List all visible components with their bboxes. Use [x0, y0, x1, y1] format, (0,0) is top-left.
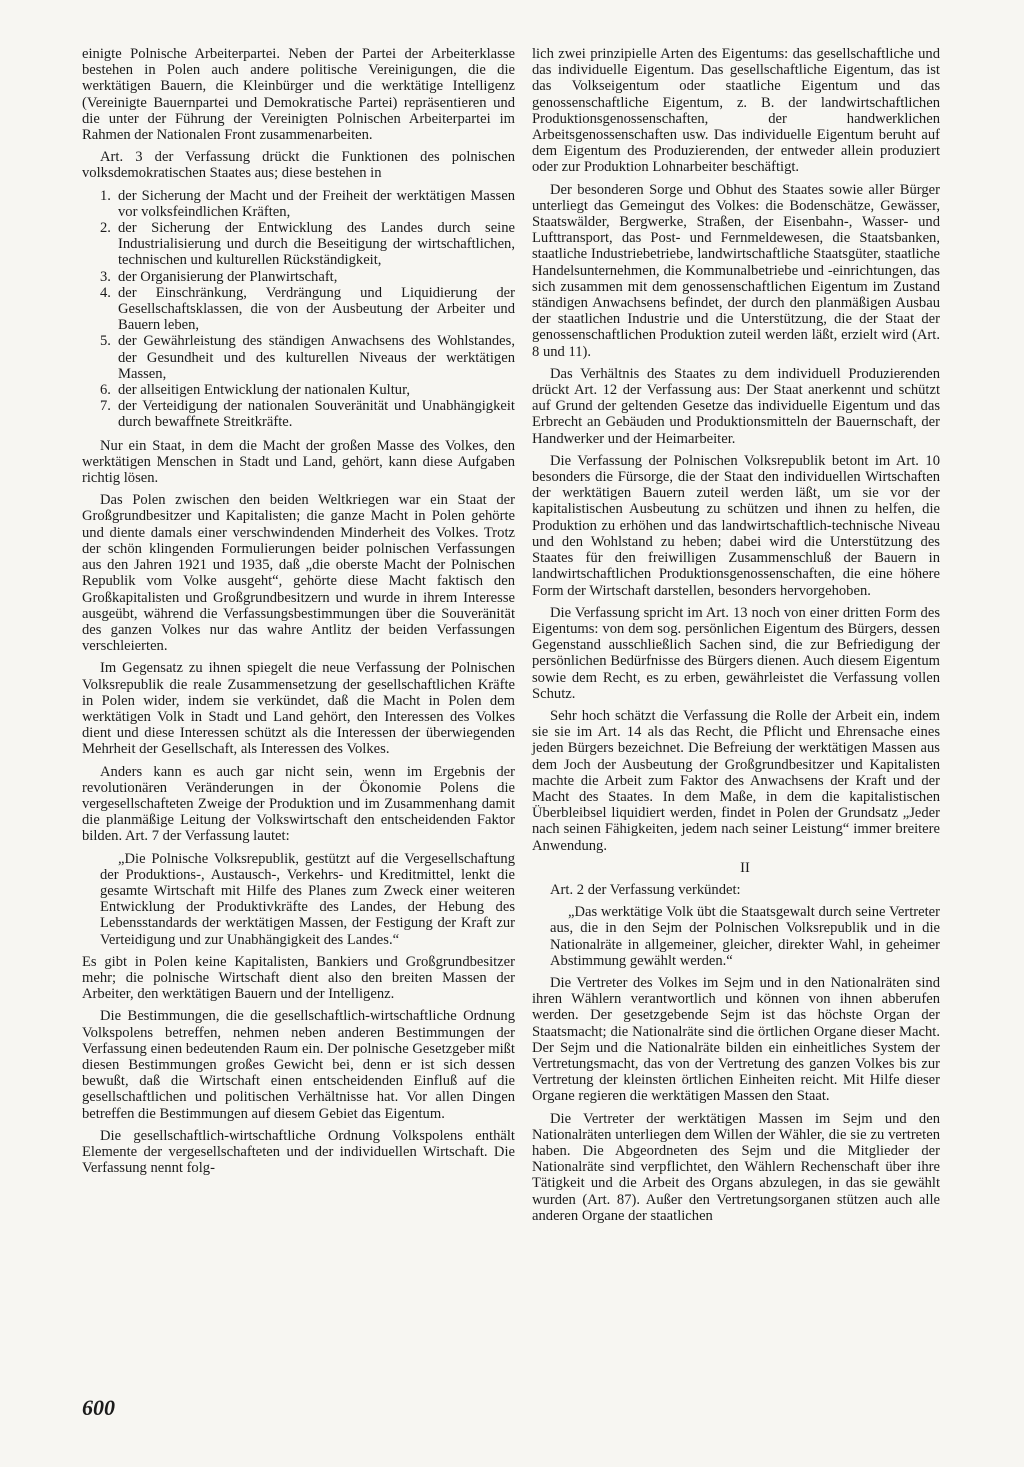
paragraph: Der besonderen Sorge und Obhut des Staates sowie aller Bürger unterliegt das Gemeingut des Volkes: die Bodenschätze, Gewässer, Staatswälder, Bergwerke, Straßen, der Eisenbahn-, Wasser- und Lufttransport, das Post- und Fernmeldewesen, die Staatsbanken, staatliche Industriebetriebe, landwirtschaftliche Staatsgüter, staatliche Handelsunternehmen, die Kommunalbetriebe und -einrichtungen, das sich zusammen mit dem genossenschaftlichen Eigentum im Zustand ständigen Anwachsens befindet, der durch den planmäßigen Ausbau der staatlichen Industrie und die Unterstützung, die der Staat der genossenschaftlichen Produktion zuteil werden läßt, erzielt wird (Art. 8 und 11).: [532, 181, 940, 360]
left-column: [82, 46, 515, 1182]
list-item: [82, 333, 515, 382]
paragraph: lich zwei prinzipielle Arten des Eigentums: das gesellschaftliche und das individuelle Eigentum. Das gesellschaftliche Eigentum, das ist das Volkseigentum oder staatliche Eigentum und das genossenschaftliche Eigentum, z. B. der landwirtschaftlichen Produktionsgenossenschaften, der handwerklichen Arbeitsgenossenschaften usw. Das individuelle Eigentum beruht auf dem Eigentum des Produzierenden, der entweder allein produziert oder zur Produktion Lohnarbeiter beschäftigt.: [532, 46, 940, 176]
block-quote: „Die Polnische Volksrepublik, gestützt auf die Vergesellschaftung der Produktions-, Austausch-, Verkehrs- und Kreditmittel, lenkt die gesamte Wirtschaft mit Hilfe des Planes zum Zweck einer weiteren Entwicklung der Produktivkräfte des Landes, der Hebung des Lebensstandards der werktätigen Massen, der Festigung der Kraft zur Verteidigung und zur Unabhängigkeit des Landes.“: [100, 850, 515, 948]
page-number: 600: [82, 1395, 115, 1420]
paragraph: Art. 3 der Verfassung drückt die Funktionen des polnischen volksdemokratischen Staates aus; diese bestehen in: [82, 149, 515, 182]
list-item: [82, 220, 515, 269]
paragraph: Nur ein Staat, in dem die Macht der großen Masse des Volkes, den werktätigen Menschen in Stadt und Land, gehört, kann diese Aufgaben richtig lösen.: [82, 437, 515, 487]
list-text: der Organisierung der Planwirtschaft,: [118, 268, 338, 285]
list-text: der Sicherung der Entwicklung des Landes durch seine Industrialisierung und durch die Beseitigung der wirtschaftlichen, technischen und kulturellen Rückständigkeit,: [118, 220, 515, 269]
paragraph: Die Verfassung der Polnischen Volksrepublik betont im Art. 10 besonders die Fürsorge, die der Staat den individuellen Wirtschaften der werktätigen Bauern zuteil werden läßt, um sie vor der kapitalistischen Ausbeutung zu schützen und ihnen zu helfen, die Produktion zu erhöhen und das landwirtschaftlich-technische Niveau und den Wohlstand zu heben; dabei wird die Unterstützung des Staates für den freiwilligen Zusammenschluß der Bauern in landwirtschaftlichen Produktionsgenossenschaften, die eine höhere Form der Wirtschaft darstellen, besonders hervorgehoben.: [532, 452, 940, 599]
list-item: [82, 398, 515, 430]
paragraph: Anders kann es auch gar nicht sein, wenn im Ergebnis der revolutionären Veränderungen in der Ökonomie Polens die vergesellschafteten Zweige der Produktion und im Zusammenhang damit die planmäßige Leitung der Volkswirtschaft den entscheidenden Faktor bilden. Art. 7 der Verfassung lautet:: [82, 763, 515, 845]
list-number: 5.: [100, 333, 111, 350]
paragraph: Die Vertreter des Volkes im Sejm und in den Nationalräten sind ihren Wählern verantwortlich und können von ihnen abberufen werden. Der gesetzgebende Sejm ist das höchste Organ der Staatsmacht; die Nationalräte sind die örtlichen Organe dieser Macht. Der Sejm und die Nationalräte bilden ein einheitliches System der Vertretungsmacht, das von der Vertretung des ganzen Volkes bis zur Vertretung der kleinsten örtlichen Einheiten reicht. Mit Hilfe dieser Organe regieren die werktätigen Massen den Staat.: [532, 974, 940, 1105]
list-number: 7.: [100, 398, 111, 415]
paragraph: Sehr hoch schätzt die Verfassung die Rolle der Arbeit ein, indem sie sie im Art. 14 als das Recht, die Pflicht und Ehrensache eines jeden Bürgers bezeichnet. Die Befreiung der werktätigen Massen aus dem Joch der Ausbeutung der Großgrundbesitzer und Kapitalisten machte die Arbeit zum Faktor des Anwachsens der Kraft und der Macht des Staates. In dem Maße, in dem die kapitalistischen Überbleibsel liquidiert werden, findet in Polen der Grundsatz „Jeder nach seinen Fähigkeiten, jedem nach seiner Leistung“ immer breitere Anwendung.: [532, 707, 940, 854]
paragraph: Die Verfassung spricht im Art. 13 noch von einer dritten Form des Eigentums: von dem sog. persönlichen Eigentum des Bürgers, dessen Gegenstand ausschließlich Sachen sind, die zur Befriedigung der persönlichen Bedürfnisse des Bürgers dienen. Auch diesem Eigentum sowie dem Recht, es zu erben, gewährleistet die Verfassung vollen Schutz.: [532, 604, 940, 702]
paragraph: Im Gegensatz zu ihnen spiegelt die neue Verfassung der Polnischen Volksrepublik die reale Zusammensetzung der gesellschaftlichen Kräfte in Polen wider, indem sie verkündet, daß die Macht in Polen dem werktätigen Volk in Stadt und Land gehört, den Interessen des Volkes dient und diese Interessen schützt als die Interessen der überwiegenden Mehrheit der Gesellschaft, als Interessen des Volkes.: [82, 660, 515, 758]
list-text: der Gewährleistung des ständigen Anwachsens des Wohlstandes, der Gesundheit und des kulturellen Niveaus der werktätigen Massen,: [118, 333, 515, 382]
function-list: [82, 188, 515, 431]
paragraph: Es gibt in Polen keine Kapitalisten, Bankiers und Großgrundbesitzer mehr; die polnische Wirtschaft dient also den breiten Massen der Arbeiter, den werktätigen Bauern und der Intelligenz.: [82, 953, 515, 1003]
paragraph: Die Vertreter der werktätigen Massen im Sejm und den Nationalräten unterliegen dem Willen der Wähler, die sie zu vertreten haben. Die Abgeordneten des Sejm und die Mitglieder der Nationalräte sind verpflichtet, den Wählern Rechenschaft über ihre Tätigkeit und die Arbeit des Organs abzulegen, in das sie gewählt wurden (Art. 87). Außer den Vertretungsorganen stützen auch alle anderen Organe der staatlichen: [532, 1110, 940, 1224]
paragraph: Die Bestimmungen, die die gesellschaftlich-wirtschaftliche Ordnung Volkspolens betreffen, nehmen neben anderen Bestimmungen der Verfassung einen bedeutenden Raum ein. Der polnische Gesetzgeber mißt diesen Bestimmungen großes Gewicht bei, denn er ist sich dessen bewußt, daß die Wirtschaft einen entscheidenden Einfluß auf die gesellschaftlichen und politischen Verhältnisse hat. Vor allen Dingen betreffen die Bestimmungen auf diesem Gebiet das Eigentum.: [82, 1008, 515, 1122]
list-number: 6.: [100, 382, 111, 399]
list-text: der allseitigen Entwicklung der nationalen Kultur,: [118, 382, 411, 399]
list-item: [82, 188, 515, 220]
paragraph: Art. 2 der Verfassung verkündet:: [550, 881, 741, 898]
list-text: der Verteidigung der nationalen Souveränität und Unabhängigkeit durch bewaffnete Streitkräfte.: [118, 398, 515, 431]
list-text: der Einschränkung, Verdrängung und Liquidierung der Gesellschaftsklassen, die von der Ausbeutung der Arbeiter und Bauern leben,: [118, 284, 515, 334]
right-column: [532, 46, 940, 1230]
list-item: [82, 269, 515, 285]
paragraph: einigte Polnische Arbeiterpartei. Neben der Partei der Arbeiterklasse bestehen in Polen auch andere politische Vereinigungen, die die werktätigen Bauern, die Kleinbürger und die werktätige Intelligenz (Vereinigte Bauernpartei und Demokratische Partei) repräsentieren und die unter der Führung der Vereinigten Polnischen Arbeiterpartei im Rahmen der Nationalen Front zusammenarbeiten.: [82, 46, 515, 144]
list-item: [82, 285, 515, 334]
list-text: der Sicherung der Macht und der Freiheit der werktätigen Massen vor volksfeindlichen Kräften,: [118, 187, 515, 220]
list-item: [82, 382, 515, 398]
list-number: 2.: [100, 220, 111, 237]
paragraph: Die gesellschaftlich-wirtschaftliche Ordnung Volkspolens enthält Elemente der vergesellschafteten und der individuellen Wirtschaft. Die Verfassung nennt folg-: [82, 1127, 515, 1177]
section-heading: II: [740, 859, 750, 876]
block-quote: „Das werktätige Volk übt die Staatsgewalt durch seine Vertreter aus, die in den Sejm der Polnischen Volksrepublik und in die Nationalräte in allgemeiner, gleicher, direkter Wahl, in geheimer Abstimmung gewählt werden.“: [550, 904, 940, 969]
list-number: 1.: [100, 187, 111, 204]
paragraph: Das Polen zwischen den beiden Weltkriegen war ein Staat der Großgrundbesitzer und Kapitalisten; die ganze Macht in Polen gehörte und diente damals einer verschwindenden Minderheit des Volkes. Trotz der schön klingenden Formulierungen beider polnischen Verfassungen aus den Jahren 1921 und 1935, daß „die oberste Macht der Polnischen Republik vom Volke ausgeht“, gehörte diese Macht faktisch den Großkapitalisten und Großgrundbesitzern und wurde in ihrem Interesse ausgeübt, während die Verfassungsbestimmungen über die Souveränität des ganzen Volkes nur das wahre Antlitz der beiden Verfassungen verschleierten.: [82, 492, 515, 655]
paragraph: Das Verhältnis des Staates zu dem individuell Produzierenden drückt Art. 12 der Verfassung aus: Der Staat anerkennt und schützt auf Grund der geltenden Gesetze das individuelle Eigentum und das Erbrecht an Gebäuden und Produktionsmitteln der Bauernschaft, der Handwerker und der Heimarbeiter.: [532, 365, 940, 447]
list-number: 3.: [100, 268, 111, 285]
list-number: 4.: [100, 284, 111, 301]
